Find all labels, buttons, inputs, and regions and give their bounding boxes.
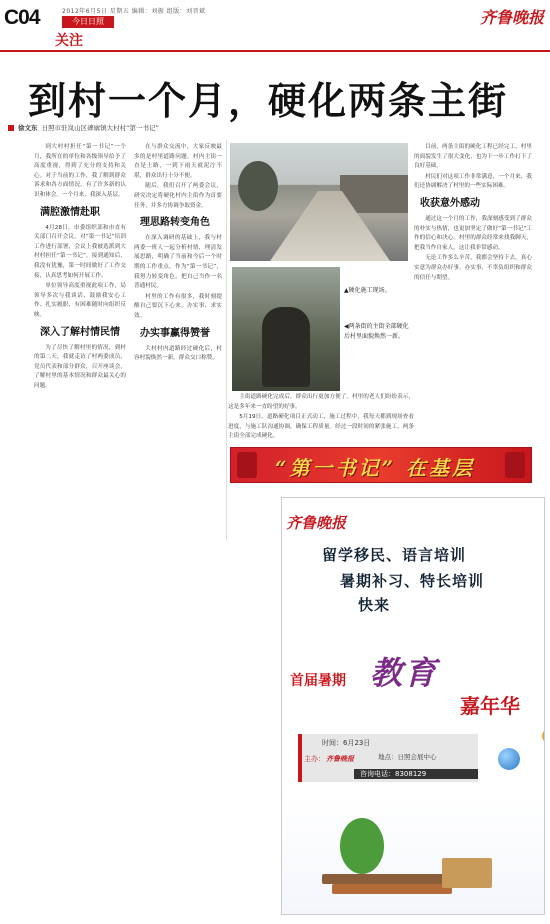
byline bbox=[8, 123, 159, 132]
byline-marker-icon bbox=[8, 125, 14, 131]
workers-photo bbox=[232, 267, 340, 391]
section-name: 关注 bbox=[55, 33, 83, 49]
ad-title-main: 教育 bbox=[370, 654, 439, 692]
header-divider bbox=[0, 50, 550, 52]
article-column-3 bbox=[228, 393, 414, 443]
tree-shape bbox=[238, 161, 278, 211]
paragraph: 到大村村担任“第一书记”一个月，我所在的单位和各级领导给予了高度重视，得到了充分的支持和关心。对于当前的工作，我了解到群众诉求和各方面情况，有了许多新的认识和体会。一个月来，我深入基层。 bbox=[34, 144, 126, 198]
page-header bbox=[0, 0, 550, 54]
byline-text: 日照市驻岚山区碑廓镇大村村“第一书记” bbox=[41, 124, 159, 132]
paragraph: 目前，两条主街的硬化工程已经完工，村里的面貌发生了很大变化，也为下一步工作打下了良好基础。 bbox=[414, 144, 532, 170]
banner-text: “第一书记” 在基层 bbox=[275, 456, 475, 480]
lantern-icon bbox=[237, 452, 257, 478]
issue-meta: 2012年6月5日 星期五 编辑：刘振 组版：刘晋斌 bbox=[62, 8, 206, 15]
globe-icon bbox=[498, 748, 520, 770]
people-shape bbox=[262, 307, 310, 387]
road-photo bbox=[230, 143, 408, 261]
paragraph: 4月28日，市委组织部和市直有关部门召开会议，对“第一书记”培训工作进行部署，会议上我被选派到大村村担任“第一书记”。接到通知后，我没有犹豫，第一时间做好了工作交接，认真思考如何开展工作。 bbox=[34, 224, 126, 279]
balloon-icon bbox=[542, 730, 545, 742]
article-column-4 bbox=[414, 143, 532, 443]
subheading: 办实事赢得赞誉 bbox=[140, 327, 210, 339]
subheading: 深入了解村情民情 bbox=[40, 326, 120, 338]
paragraph: 村民们对这项工作非常满意，一个月来，我们还协调解决了村里的一些实际困难。 bbox=[414, 173, 532, 190]
tree-icon bbox=[340, 818, 384, 874]
paragraph: 为了尽快了解村里的情况，到村的第二天，我就走访了村两委成员、党员代表和部分群众，召开座谈会，了解村里的基本情况和群众最关心的问题。 bbox=[34, 344, 126, 389]
ad-title-suffix: 嘉年华 bbox=[460, 694, 520, 718]
paragraph: 单位领导高度重视此项工作，局领导多次与我谈话，鼓励我安心工作、扎实履职，有困难随时向组织反映。 bbox=[34, 283, 126, 318]
subheading: 满腔激情赴职 bbox=[40, 206, 100, 218]
book-icon bbox=[332, 884, 452, 894]
book-icon bbox=[442, 858, 492, 888]
paragraph: 大村村内道路经过硬化后，村容村貌焕然一新，群众交口称赞。 bbox=[134, 345, 222, 362]
subheading: 收获意外感动 bbox=[420, 197, 480, 209]
page-number: C04 bbox=[4, 6, 40, 29]
ad-masthead-logo: 齐鲁晚报 bbox=[286, 514, 347, 532]
paragraph: 通过这一个月的工作，我深刻感受到了群众的朴实与热情，也更加坚定了做好“第一书记”工作的信心和决心。村里的群众经常来找我聊天，把我当作自家人，这让我非常感动。 bbox=[414, 215, 532, 251]
ad-line-3: 快来 bbox=[358, 596, 391, 614]
ad-organizer: 齐鲁晚报 bbox=[326, 754, 354, 763]
subheading: 理思路转变角色 bbox=[140, 217, 210, 229]
article-column-2 bbox=[134, 143, 222, 538]
books-illustration bbox=[322, 818, 522, 908]
lantern-icon bbox=[505, 452, 525, 478]
photo-caption-2: ◀两条街的主街全部硬化后村里面貌焕然一新。 bbox=[344, 323, 409, 340]
paragraph: 在深入调研的基础上，我与村两委一班人一起分析村情，理清发展思路，明确了当前和今后一个时期的工作重点。作为“第一书记”，我努力转变角色，把自己当作一名普通村民。 bbox=[134, 235, 222, 290]
series-banner bbox=[230, 447, 532, 483]
paragraph: 村里的工作有很多，我时刻提醒自己要沉下心来，办实事、求实效。 bbox=[134, 293, 222, 319]
photo-caption-1: ▲硬化施工现场。 bbox=[344, 287, 391, 294]
ad-phone: 咨询电话：8308129 bbox=[354, 769, 478, 779]
paragraph: 在与群众交流中，大家反映最多的是村里道路问题。村内主街一直是土路，一到下雨天就泥泞不堪，群众出行十分不便。 bbox=[134, 144, 222, 179]
paragraph: 无论工作多么辛苦，我都会坚持下去，真心实意为群众办好事、办实事，不辜负组织和群众的信任与期望。 bbox=[414, 255, 532, 281]
paragraph: 随后，我们召开了两委会议，研究决定将硬化村内主街作为首要任务，并多方协调争取资金。 bbox=[134, 183, 222, 209]
ad-line-2: 暑期补习、特长培训 bbox=[340, 572, 485, 590]
article-column-1 bbox=[34, 143, 126, 538]
column-divider bbox=[226, 140, 227, 540]
ad-venue: 地点：日照会展中心 bbox=[378, 753, 437, 761]
ad-organizer-label: 主办： bbox=[304, 755, 325, 763]
paragraph: 主街道路硬化完成后，群众出行更加方便了。村里的老人们纷纷表示，这是多年来一直盼望的好事。 bbox=[228, 394, 414, 410]
ad-line-1: 留学移民、语言培训 bbox=[322, 546, 467, 564]
byline-author: 徐文东 bbox=[18, 124, 38, 132]
masthead-logo: 齐鲁晚报 bbox=[479, 8, 544, 27]
education-fair-ad bbox=[281, 497, 545, 915]
ad-date: 时间：6月23日 bbox=[322, 739, 371, 747]
book-icon bbox=[322, 874, 452, 884]
section-tag: 今日日照 bbox=[62, 16, 114, 28]
article-headline: 到村一个月，硬化两条主街 bbox=[28, 79, 509, 123]
ad-title-prefix: 首届暑期 bbox=[290, 673, 346, 689]
paragraph: 5月19日，道路硬化项目正式动工，施工过程中，我每天都到现场查看进度，与施工队沟通协调，确保工程质量。经过一段时间的紧张施工，两条主街全部完成硬化。 bbox=[228, 414, 414, 440]
